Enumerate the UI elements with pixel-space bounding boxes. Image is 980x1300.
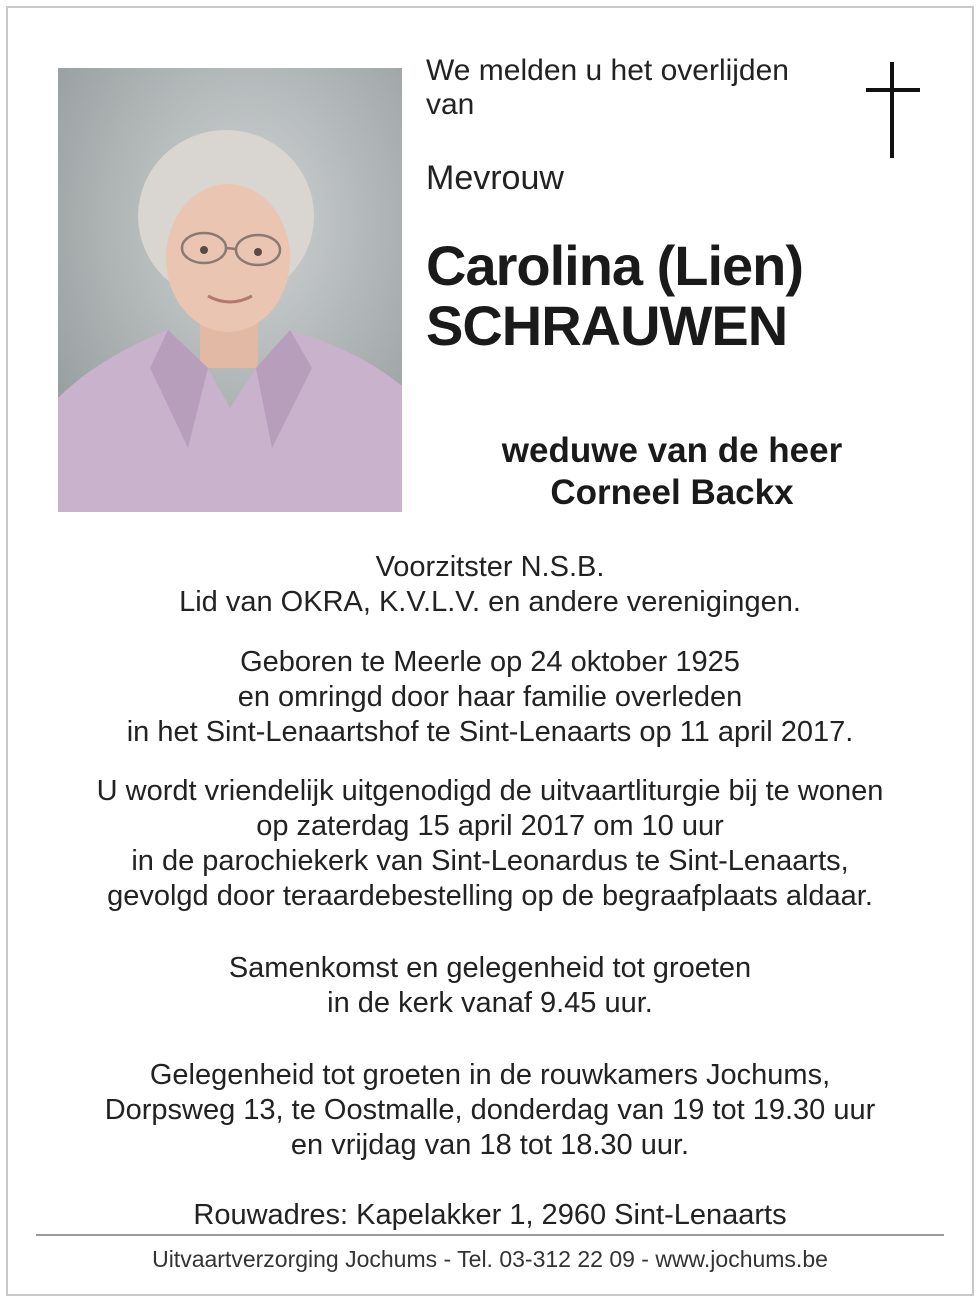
visitation-line: Dorpsweg 13, te Oostmalle, donderdag van 19 tot 19.30 uur: [104, 1094, 876, 1126]
footer-divider: [36, 1234, 944, 1236]
visitation-block: [0, 1058, 980, 1163]
portrait-photo: [58, 68, 402, 512]
funeral-line: in de parochiekerk van Sint-Leonardus te Sint-Lenaarts,: [131, 845, 849, 877]
roles-block: [0, 550, 980, 620]
spouse-line-1: weduwe van de heer: [501, 431, 843, 470]
spouse-line-2: Corneel Backx: [550, 473, 794, 512]
birth-death-block: [0, 645, 980, 750]
gathering-block: [0, 951, 980, 1021]
intro-line-2: van: [426, 88, 475, 121]
cross-icon: [862, 62, 924, 160]
deceased-name: [426, 236, 946, 356]
visitation-line: Gelegenheid tot groeten in de rouwkamers Jochums,: [149, 1059, 831, 1091]
birth-death-line: in het Sint-Lenaartshof te Sint-Lenaarts op 11 april 2017.: [126, 716, 854, 748]
birth-death-line: en omringd door haar familie overleden: [237, 681, 743, 713]
gathering-line: in de kerk vanaf 9.45 uur.: [327, 987, 653, 1019]
last-name: SCHRAUWEN: [426, 294, 788, 357]
funeral-line: gevolgd door teraardebestelling op de begraafplaats aldaar.: [107, 880, 873, 912]
honorific: Mevrouw: [426, 159, 564, 197]
gathering-line: Samenkomst en gelegenheid tot groeten: [228, 952, 752, 984]
funeral-line: U wordt vriendelijk uitgenodigd de uitvaartliturgie bij te wonen: [96, 775, 884, 807]
role-line: Lid van OKRA, K.V.L.V. en andere verenigingen.: [179, 586, 801, 618]
visitation-line: en vrijdag van 18 tot 18.30 uur.: [290, 1129, 690, 1161]
mourning-address: Rouwadres: Kapelakker 1, 2960 Sint-Lenaarts: [193, 1199, 787, 1231]
funeral-block: [0, 774, 980, 914]
funeral-line: op zaterdag 15 april 2017 om 10 uur: [256, 810, 724, 842]
birth-death-line: Geboren te Meerle op 24 oktober 1925: [240, 646, 740, 678]
announcement-intro: [426, 54, 846, 122]
first-name: Carolina (Lien): [426, 234, 804, 297]
funeral-home-footer: Uitvaartverzorging Jochums - Tel. 03-312 22 09 - www.jochums.be: [152, 1246, 828, 1272]
intro-line-1: We melden u het overlijden: [426, 54, 789, 87]
role-line: Voorzitster N.S.B.: [375, 551, 605, 583]
spouse-info: [446, 430, 898, 514]
